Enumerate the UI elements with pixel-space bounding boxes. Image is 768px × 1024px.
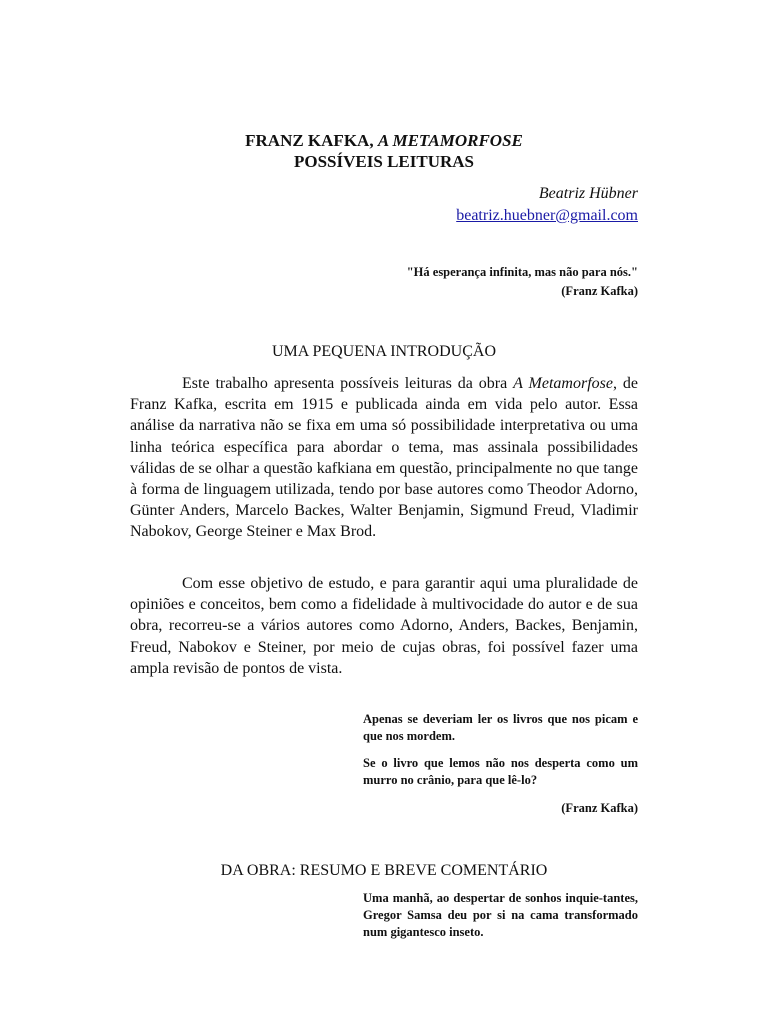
intro-p1-work: A Metamorfose — [513, 375, 613, 392]
title-author: FRANZ KAFKA, — [245, 131, 378, 150]
obra-opening-quote: Uma manhã, ao despertar de sonhos inquie-tantes, Gregor Samsa deu por si na cama transformado num gigantesco inseto. — [363, 891, 638, 939]
author-name: Beatriz Hübner — [538, 185, 638, 202]
intro-p1-lead: Este trabalho apresenta possíveis leituras da obra — [182, 375, 514, 392]
kafka-quote-attribution: (Franz Kafka) — [561, 801, 638, 815]
intro-paragraph-1 — [130, 373, 638, 543]
epigraph — [308, 263, 638, 301]
intro-p1-rest: , de Franz Kafka, escrita em 1915 e publicada ainda em vida pelo autor. Essa análise da narrativa não se fixa em uma só possibilidade interpretativa ou uma linha teórica específica para abordar o tema, mas assinala possibilidades válidas de se olhar a questão kafkiana em questão, principalmente no que tange à forma de linguagem utilizada, tendo por base autores como Theodor Adorno, Günter Anders, Marcelo Backes, Walter Benjamin, Sigmund Freud, Vladimir Nabokov, George Steiner e Max Brod. — [130, 375, 638, 541]
author-block — [456, 183, 638, 227]
title-line — [130, 130, 638, 151]
epigraph-attribution: (Franz Kafka) — [561, 284, 638, 298]
intro-paragraph-2: Com esse objetivo de estudo, e para garantir aqui uma pluralidade de opiniões e conceitos, bem como a fidelidade à multivocidade do autor e de sua obra, recorreu-se a vários autores como Adorno, Anders, Backes, Benjamin, Freud, Nabokov e Steiner, por meio de cujas obras, foi possível fazer uma ampla revisão de pontos de vista. — [130, 575, 638, 677]
title-work: A METAMORFOSE — [377, 131, 523, 150]
kafka-quote-line-1: Apenas se deveriam ler os livros que nos picam e que nos mordem. — [363, 712, 638, 743]
author-email-link[interactable]: beatriz.huebner@gmail.com — [456, 207, 638, 224]
intro-heading: UMA PEQUENA INTRODUÇÃO — [271, 343, 496, 360]
epigraph-quote: "Há esperança infinita, mas não para nós." — [406, 265, 638, 279]
document-subtitle: POSSÍVEIS LEITURAS — [294, 152, 474, 171]
document-title — [130, 130, 638, 172]
obra-heading: DA OBRA: RESUMO E BREVE COMENTÁRIO — [220, 862, 548, 879]
kafka-quote-line-2: Se o livro que lemos não nos desperta como um murro no crânio, para que lê-lo? — [363, 756, 638, 787]
